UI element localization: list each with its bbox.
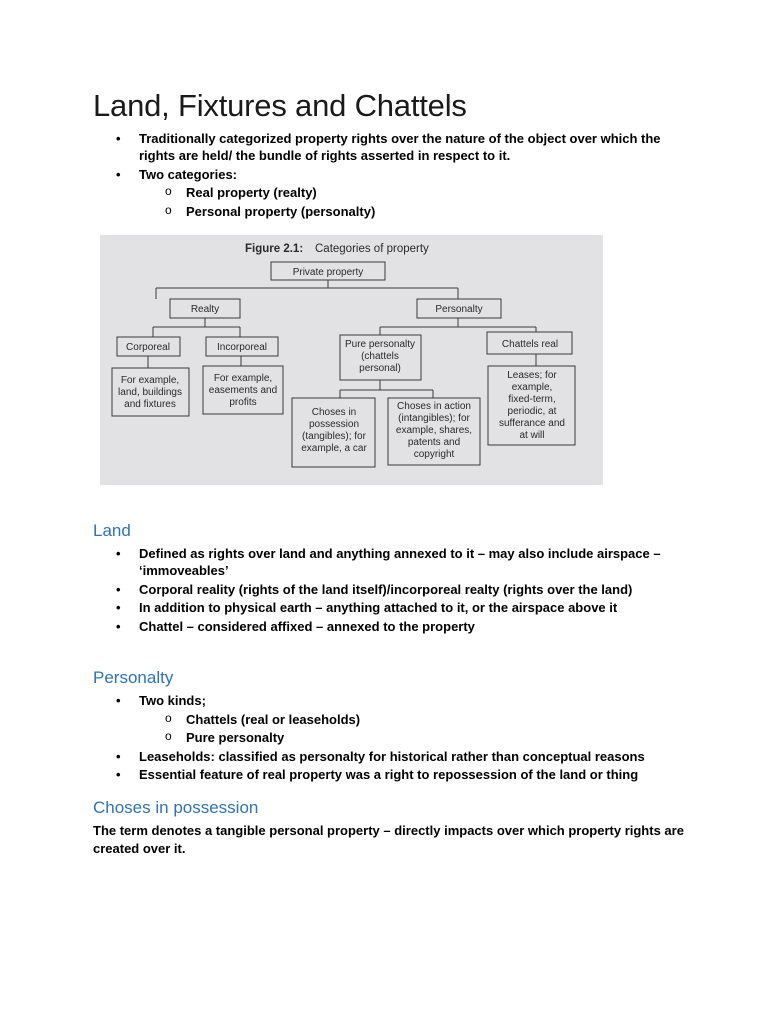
label-choses-action-5: copyright xyxy=(413,449,455,460)
label-corporeal-desc-3: and fixtures xyxy=(124,399,176,410)
property-diagram xyxy=(100,235,603,485)
label-pure-personalty-2: (chattels xyxy=(361,351,399,362)
label-chattels-real-desc-4: periodic, at xyxy=(507,406,557,417)
section-heading-personalty: Personalty xyxy=(93,668,174,687)
label-chattels-real-desc-1: Leases; for xyxy=(507,370,557,381)
label-choses-action-4: patents and xyxy=(407,437,461,448)
label-realty: Realty xyxy=(190,304,220,315)
label-corporeal-desc-1: For example, xyxy=(120,375,180,386)
property-categories-figure xyxy=(100,235,603,485)
label-incorporeal: Incorporeal xyxy=(216,342,268,353)
list-item: • Corporal reality (rights of the land itself)/incorporeal realty (rights over the land) xyxy=(0,581,768,598)
list-item: • Essential feature of real property was a right to repossession of the land or thing xyxy=(0,766,768,783)
label-choses-possession-4: example, a car xyxy=(301,443,367,454)
list-item: • In addition to physical earth – anything attached to it, or the airspace above it xyxy=(0,599,768,616)
label-personalty: Personalty xyxy=(435,304,483,315)
section-heading-land: Land xyxy=(93,521,131,540)
figure-caption-label: Figure 2.1: xyxy=(245,243,304,255)
intro-bullet-list xyxy=(0,130,768,221)
label-incorporeal-desc-2: easements and xyxy=(208,385,278,396)
label-chattels-real-desc-6: at will xyxy=(519,430,545,441)
label-chattels-real-desc-5: sufferance and xyxy=(499,418,565,429)
label-corporeal: Corporeal xyxy=(126,342,170,353)
label-chattels-real: Chattels real xyxy=(501,339,559,350)
list-item: o Pure personalty xyxy=(0,729,768,746)
label-chattels-real-desc-3: fixed-term, xyxy=(508,394,556,405)
personalty-bullet-list xyxy=(0,692,768,785)
list-item: o Personal property (personalty) xyxy=(0,203,768,220)
list-item: o Chattels (real or leaseholds) xyxy=(0,711,768,728)
list-item: o Real property (realty) xyxy=(0,184,768,201)
page-title: Land, Fixtures and Chattels xyxy=(93,88,467,123)
choses-paragraph: The term denotes a tangible personal property – directly impacts over which property rights are created over it. xyxy=(93,823,684,856)
list-item: • Two kinds; xyxy=(0,692,768,709)
label-incorporeal-desc-1: For example, xyxy=(213,373,273,384)
label-choses-possession-1: Choses in xyxy=(311,407,357,418)
label-pure-personalty-3: personal) xyxy=(359,363,401,374)
label-corporeal-desc-2: land, buildings xyxy=(118,387,182,398)
section-heading-choses-in-possession: Choses in possession xyxy=(93,798,259,817)
label-choses-action-2: (intangibles); for xyxy=(398,413,470,424)
label-incorporeal-desc-3: profits xyxy=(229,397,257,408)
list-item: • Two categories: xyxy=(0,166,768,183)
list-item: • Leaseholds: classified as personalty for historical rather than conceptual reasons xyxy=(0,748,768,765)
label-choses-action-3: example, shares, xyxy=(395,425,473,436)
figure-caption-text: Categories of property xyxy=(315,243,429,255)
label-choses-action-1: Choses in action xyxy=(397,401,471,412)
label-choses-possession-2: possession xyxy=(308,419,360,430)
list-item: • Defined as rights over land and anything annexed to it – may also include airspace – ‘immoveables’ xyxy=(0,545,768,579)
label-choses-possession-3: (tangibles); for xyxy=(302,431,366,442)
list-item: • Chattel – considered affixed – annexed to the property xyxy=(0,618,768,635)
land-bullet-list xyxy=(0,545,768,636)
list-item: • Traditionally categorized property rights over the nature of the object over which the rights are held/ the bundle of rights asserted in respect to it. xyxy=(0,130,768,164)
label-pure-personalty-1: Pure personalty xyxy=(344,339,416,350)
label-private-property: Private property xyxy=(292,267,364,278)
label-chattels-real-desc-2: example, xyxy=(511,382,553,393)
